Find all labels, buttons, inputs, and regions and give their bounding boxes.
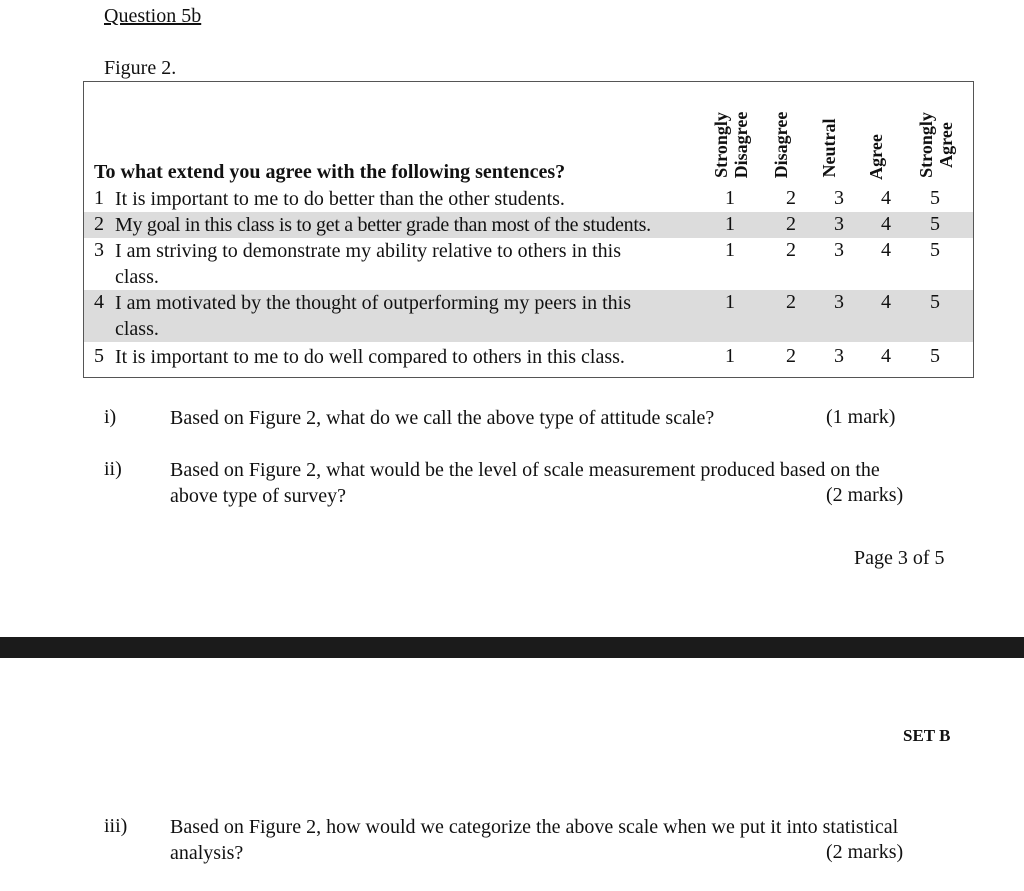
table-row (84, 212, 973, 238)
scale-value-1: 1 (725, 239, 735, 261)
col-head-line: Disagree (771, 111, 791, 179)
scale-value-5: 5 (930, 345, 940, 367)
question-text: Based on Figure 2, how would we categorize the above scale when we put it into statistical (170, 816, 899, 838)
page-number: Page 3 of 5 (854, 547, 945, 569)
question-marks: (1 mark) (826, 406, 896, 428)
col-head-line: Agree (866, 134, 886, 180)
scale-value-5: 5 (930, 187, 940, 209)
set-label: SET B (903, 726, 951, 745)
col-head-strongly-disagree (711, 112, 751, 179)
row-statement-continued: class. (115, 266, 159, 288)
col-head-line: Strongly (711, 112, 731, 178)
question-number: iii) (104, 815, 128, 837)
row-number: 1 (94, 187, 104, 209)
row-statement-continued: class. (115, 318, 159, 340)
scale-value-4: 4 (881, 239, 891, 261)
scale-value-4: 4 (881, 291, 891, 313)
table-question: To what extend you agree with the following sentences? (94, 161, 566, 183)
col-head-strongly-agree (916, 112, 956, 178)
likert-table (83, 81, 974, 378)
row-statement: It is important to me to do better than the other students. (115, 188, 565, 210)
question-number: i) (104, 406, 117, 428)
scale-value-5: 5 (930, 213, 940, 235)
scale-value-4: 4 (881, 345, 891, 367)
question-marks: (2 marks) (826, 841, 904, 863)
row-statement: I am motivated by the thought of outperforming my peers in this (115, 292, 632, 314)
scale-value-1: 1 (725, 345, 735, 367)
figure-label: Figure 2. (104, 57, 177, 79)
question-text-continued: above type of survey? (170, 485, 347, 507)
table-row (84, 186, 973, 212)
row-number: 2 (94, 213, 104, 235)
row-statement: I am striving to demonstrate my ability relative to others in this (115, 240, 622, 262)
col-head-line: Disagree (731, 111, 751, 179)
col-head-line: Strongly (916, 112, 936, 178)
col-head-agree (866, 134, 886, 180)
scale-value-3: 3 (834, 291, 844, 313)
row-number: 4 (94, 291, 104, 313)
col-head-disagree (771, 112, 791, 179)
col-head-neutral (819, 119, 839, 178)
scale-value-5: 5 (930, 291, 940, 313)
scale-value-1: 1 (725, 187, 735, 209)
table-row (84, 290, 973, 342)
scale-value-4: 4 (881, 213, 891, 235)
scale-value-3: 3 (834, 187, 844, 209)
question-number: ii) (104, 458, 122, 480)
row-number: 3 (94, 239, 104, 261)
scale-value-4: 4 (881, 187, 891, 209)
row-number: 5 (94, 345, 104, 367)
question-text-continued: analysis? (170, 842, 244, 864)
col-head-line: Agree (936, 122, 956, 168)
question-text: Based on Figure 2, what do we call the above type of attitude scale? (170, 407, 715, 429)
row-statement: My goal in this class is to get a better grade than most of the students. (115, 214, 651, 236)
col-head-line: Neutral (819, 118, 839, 178)
scale-value-2: 2 (786, 345, 796, 367)
question-text: Based on Figure 2, what would be the level of scale measurement produced based on the (170, 459, 880, 481)
scale-value-3: 3 (834, 345, 844, 367)
scale-value-1: 1 (725, 213, 735, 235)
scale-value-2: 2 (786, 239, 796, 261)
scale-value-5: 5 (930, 239, 940, 261)
scale-value-2: 2 (786, 291, 796, 313)
page-break-band (0, 637, 1024, 658)
table-row (84, 238, 973, 290)
question-heading: Question 5b (104, 5, 202, 27)
scale-value-2: 2 (786, 187, 796, 209)
scale-value-1: 1 (725, 291, 735, 313)
scale-value-3: 3 (834, 213, 844, 235)
question-marks: (2 marks) (826, 484, 904, 506)
scale-value-2: 2 (786, 213, 796, 235)
row-statement: It is important to me to do well compared to others in this class. (115, 346, 625, 368)
table-row (84, 342, 973, 372)
scale-value-3: 3 (834, 239, 844, 261)
